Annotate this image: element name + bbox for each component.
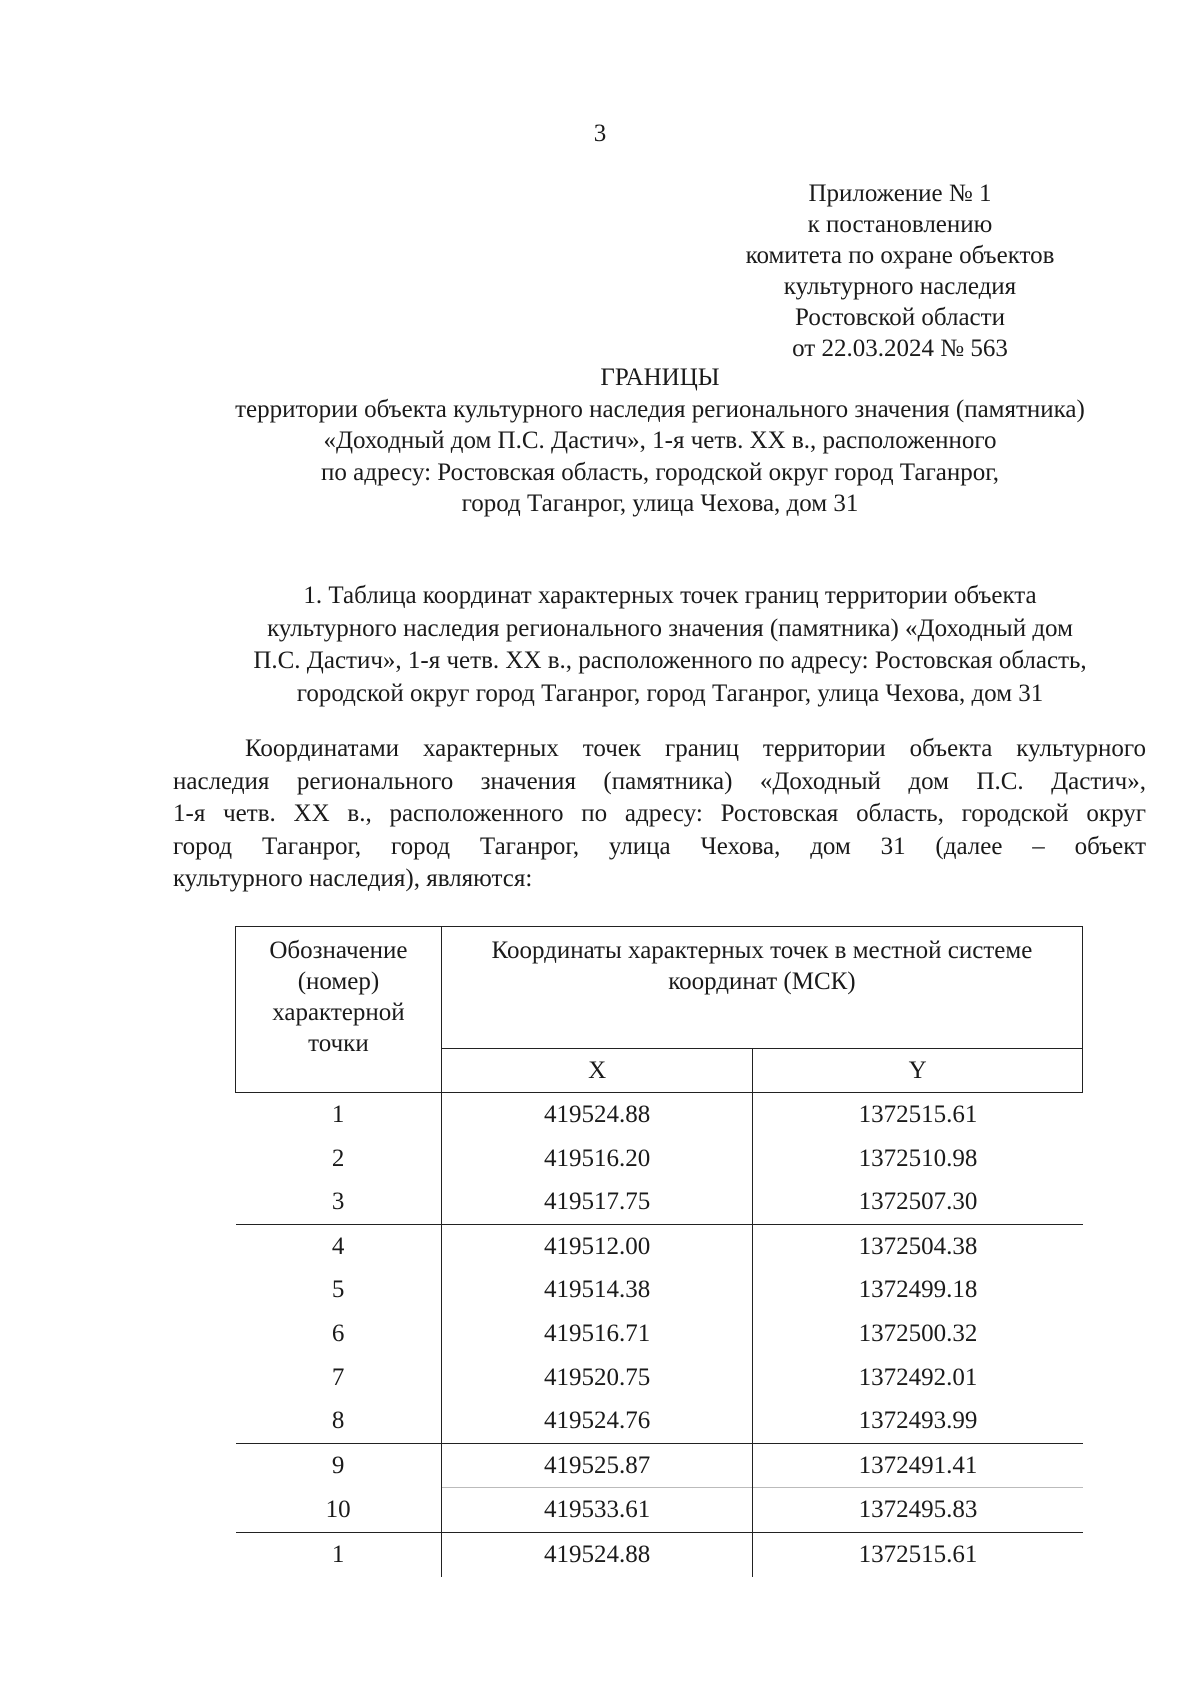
section-line: П.С. Дастич», 1-я четв. XX в., расположенного по адресу: Ростовская область, — [253, 647, 1087, 674]
appendix-line: культурного наследия — [783, 273, 1017, 300]
section-line: городской округ город Таганрог, город Таганрог, улица Чехова, дом 31 — [296, 679, 1044, 707]
table-row — [236, 1488, 1083, 1533]
appendix-line: комитета по охране объектов — [745, 242, 1055, 269]
cell-point: 1 — [331, 1101, 345, 1128]
cell-x: 419525.87 — [441, 1443, 753, 1488]
cell-y: 1372510.98 — [753, 1137, 1083, 1181]
header-point — [236, 927, 442, 1093]
table-row — [236, 1093, 1083, 1137]
table-row — [236, 1443, 1083, 1488]
header-coords-line: Координаты характерных точек в местной системе — [491, 937, 1033, 964]
title-heading: ГРАНИЦЫ — [600, 364, 720, 391]
cell-y: 1372493.99 — [753, 1399, 1083, 1443]
cell-x: 419516.20 — [441, 1137, 753, 1181]
title-line: по адресу: Ростовская область, городской округ город Таганрог, — [321, 458, 999, 486]
cell-point: 9 — [236, 1443, 442, 1488]
appendix-block — [700, 178, 1100, 364]
section-line: 1. Таблица координат характерных точек границ территории объекта — [303, 582, 1037, 609]
cell-y: 1372492.01 — [753, 1356, 1083, 1400]
cell-point: 8 — [331, 1407, 345, 1435]
table-row — [236, 1180, 1083, 1224]
header-coordinates — [441, 927, 1082, 1049]
intro-paragraph — [173, 733, 1146, 896]
table-row — [236, 1137, 1083, 1181]
cell-x: 419514.38 — [441, 1268, 753, 1312]
cell-point: 6 — [331, 1319, 345, 1347]
cell-point: 5 — [331, 1276, 345, 1304]
cell-point: 10 — [325, 1496, 351, 1524]
intro-line: Координатами характерных точек границ территории объекта культурного — [245, 735, 1146, 762]
appendix-line: к постановлению — [807, 211, 993, 238]
cell-y: 1372507.30 — [753, 1180, 1083, 1224]
document-title — [120, 364, 1200, 520]
cell-x: 419516.71 — [441, 1312, 753, 1356]
title-line: город Таганрог, улица Чехова, дом 31 — [461, 490, 859, 517]
cell-x: 419524.76 — [441, 1399, 753, 1443]
title-line: территории объекта культурного наследия регионального значения (памятника) — [235, 395, 1085, 423]
cell-y: 1372491.41 — [753, 1443, 1083, 1488]
section-heading — [140, 580, 1200, 710]
cell-x: 419524.88 — [441, 1532, 753, 1576]
header-point-line: точки — [308, 1030, 369, 1057]
cell-point: 4 — [236, 1224, 442, 1268]
appendix-line: от 22.03.2024 № 563 — [792, 335, 1008, 362]
cell-point: 1 — [236, 1532, 442, 1576]
cell-x: 419524.88 — [441, 1093, 753, 1137]
header-x: X — [441, 1049, 753, 1093]
table-row — [236, 1356, 1083, 1400]
header-point-line: Обозначение — [269, 937, 408, 964]
section-line: культурного наследия регионального значения (памятника) «Доходный дом — [267, 614, 1073, 642]
header-coords-line: координат (МСК) — [668, 968, 856, 995]
cell-x: 419520.75 — [441, 1356, 753, 1400]
cell-y: 1372515.61 — [753, 1093, 1083, 1137]
cell-y: 1372499.18 — [753, 1268, 1083, 1312]
cell-x: 419512.00 — [441, 1224, 753, 1268]
cell-y: 1372515.61 — [753, 1532, 1083, 1576]
cell-point: 7 — [331, 1363, 345, 1391]
table-row — [236, 1399, 1083, 1443]
cell-point: 3 — [331, 1188, 345, 1216]
header-y: Y — [753, 1049, 1083, 1093]
intro-line: 1-я четв. XX в., расположенного по адресу: Ростовская область, городской округ — [173, 800, 1146, 827]
cell-y: 1372495.83 — [753, 1488, 1083, 1533]
table-row — [236, 1268, 1083, 1312]
intro-line: культурного наследия), являются: — [173, 865, 533, 892]
header-point-line: характерной — [272, 999, 405, 1026]
appendix-line: Приложение № 1 — [808, 180, 992, 207]
cell-point: 2 — [331, 1144, 345, 1172]
title-line: «Доходный дом П.С. Дастич», 1-я четв. XX в., расположенного — [323, 427, 997, 454]
cell-y: 1372500.32 — [753, 1312, 1083, 1356]
table-row — [236, 1312, 1083, 1356]
cell-x: 419517.75 — [441, 1180, 753, 1224]
cell-y: 1372504.38 — [753, 1224, 1083, 1268]
intro-line: наследия регионального значения (памятника) «Доходный дом П.С. Дастич», — [173, 767, 1146, 795]
appendix-line: Ростовской области — [795, 304, 1005, 331]
table-row — [236, 1224, 1083, 1268]
cell-x: 419533.61 — [441, 1488, 753, 1533]
intro-line: город Таганрог, город Таганрог, улица Чехова, дом 31 (далее – объект — [173, 832, 1146, 860]
header-point-line: (номер) — [297, 968, 380, 995]
page-number: 3 — [593, 120, 607, 147]
table-row — [236, 1532, 1083, 1576]
coordinates-table — [235, 926, 1083, 1577]
